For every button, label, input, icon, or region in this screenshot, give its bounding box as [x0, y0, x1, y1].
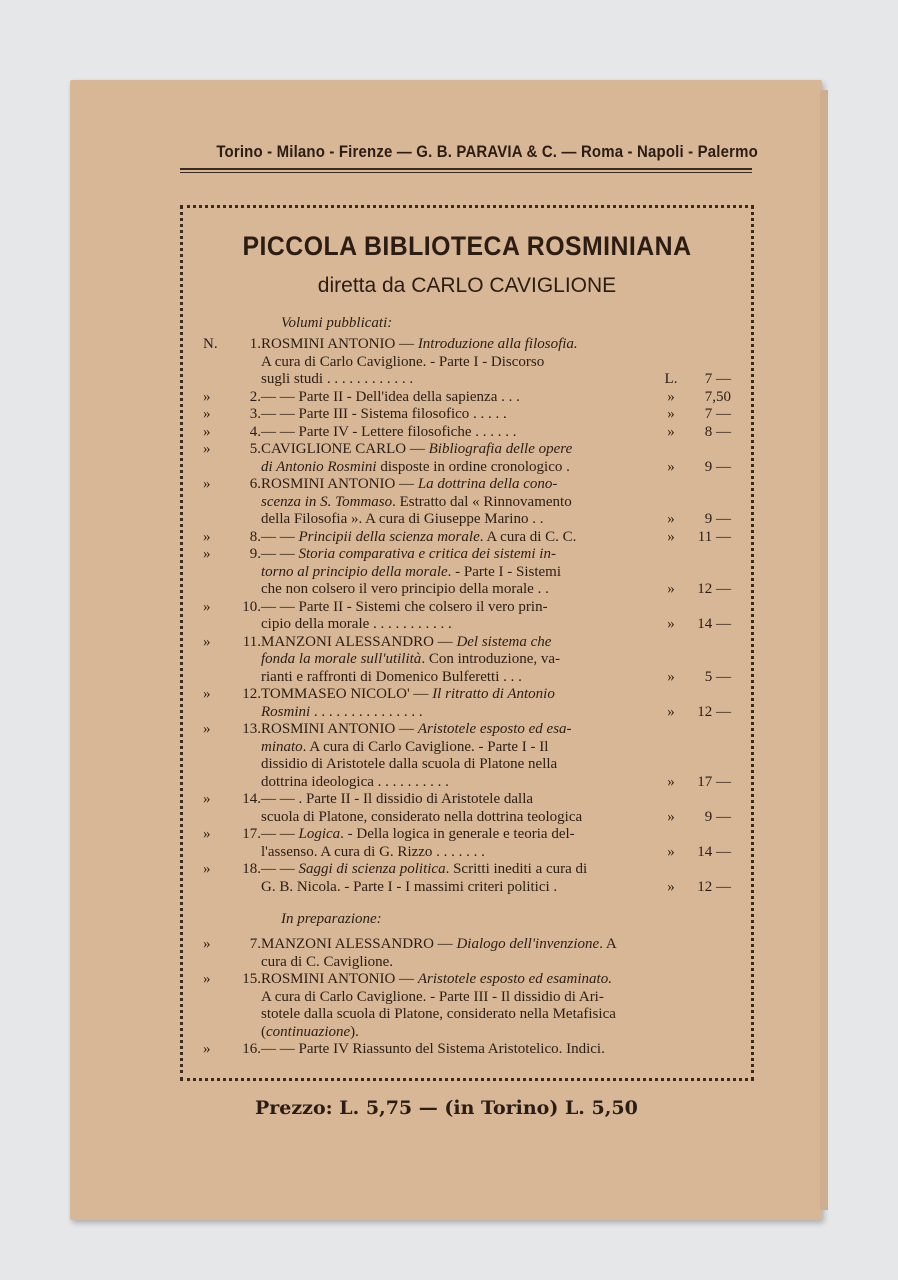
entry-text — [261, 936, 659, 954]
list-row — [193, 954, 743, 972]
entry-number: 14. — [242, 791, 261, 807]
text-segment: di Antonio Rosmini — [261, 458, 377, 475]
text-segment: . A cura di C. C. — [479, 528, 577, 545]
text-segment: ROSMINI ANTONIO — — [261, 476, 418, 492]
entry-currency: » — [667, 773, 675, 790]
entry-text — [261, 669, 659, 687]
text-segment: dissidio di Aristotele dalla scuola di Platone nella — [261, 756, 558, 772]
list-row — [193, 774, 743, 792]
text-segment: — — Parte III - Sistema filosofico . . . . . — [261, 406, 507, 422]
list-row — [193, 669, 743, 687]
text-segment: disposte in ordine cronologico . — [376, 458, 570, 475]
entry-marker: » — [203, 598, 211, 615]
text-segment: . . . . . . . . . . . . . . . — [310, 703, 423, 720]
entry-text — [261, 989, 659, 1007]
text-segment: Introduzione alla filosofia. — [417, 336, 578, 352]
text-segment: — — — [261, 861, 299, 877]
entry-marker: N. — [203, 336, 218, 352]
text-segment: fonda la morale sull'utilità — [261, 651, 422, 667]
entry-price: 17 — — [697, 773, 731, 790]
text-segment: Aristotele esposto ed esa- — [417, 721, 572, 737]
list-row — [193, 809, 743, 827]
text-segment: — — — [261, 546, 299, 562]
list-row — [193, 389, 743, 407]
dotted-frame — [180, 205, 754, 1081]
list-row — [193, 459, 743, 477]
text-segment: ( — [261, 1023, 266, 1040]
list-row — [193, 756, 743, 774]
entry-text — [261, 424, 659, 442]
entry-text — [261, 809, 659, 827]
list-row — [193, 616, 743, 634]
text-segment: cipio della morale . . . . . . . . . . . — [261, 616, 452, 632]
text-segment: — — — [261, 826, 299, 842]
entry-number: 1. — [249, 336, 261, 352]
text-segment: ). — [350, 1023, 359, 1040]
entry-text — [261, 756, 659, 774]
entry-text — [261, 476, 659, 494]
entry-currency: » — [667, 878, 675, 895]
list-row — [193, 739, 743, 757]
text-segment: . - Parte I - Sistemi — [447, 563, 561, 580]
entry-currency: » — [667, 458, 675, 475]
list-row — [193, 704, 743, 722]
entry-marker: » — [203, 1041, 211, 1057]
text-segment: Dialogo dell'invenzione — [456, 936, 600, 952]
published-label: Volumi pubblicati: — [281, 315, 393, 331]
text-segment: — — Parte II - Sistemi che colsero il vero prin- — [261, 598, 548, 615]
entry-number: 6. — [249, 476, 261, 492]
entry-currency: » — [667, 581, 675, 597]
preparation-label: In preparazione: — [281, 911, 382, 927]
text-segment: Logica — [298, 826, 341, 842]
entry-marker: » — [203, 423, 211, 440]
entry-currency: » — [667, 511, 675, 527]
list-row — [193, 826, 743, 844]
list-row — [193, 989, 743, 1007]
entry-text — [261, 389, 659, 407]
list-row — [193, 371, 743, 389]
entry-text — [261, 581, 659, 599]
entry-price: 8 — — [704, 423, 731, 440]
entry-text — [261, 336, 659, 354]
list-row — [193, 971, 743, 989]
entry-text — [261, 791, 659, 809]
entry-price: 12 — — [697, 878, 731, 895]
text-segment: CAVIGLIONE CARLO — — [261, 441, 429, 457]
entry-currency: » — [667, 808, 675, 825]
entry-text — [261, 861, 659, 879]
entry-text — [261, 459, 659, 477]
entry-number: 9. — [249, 546, 261, 562]
text-segment: Del sistema che — [456, 633, 552, 650]
entry-marker: » — [203, 441, 211, 457]
entry-number: 3. — [249, 406, 261, 422]
text-segment: TOMMASEO NICOLO' — — [261, 686, 433, 702]
text-segment: Bibliografia delle opere — [428, 441, 573, 457]
book-back-cover — [70, 80, 822, 1220]
published-list — [193, 336, 743, 896]
list-row — [193, 494, 743, 512]
list-row — [193, 844, 743, 862]
text-segment: stotele dalla scuola di Platone, considerato nella Metafisica — [261, 1006, 616, 1022]
entry-marker: » — [203, 388, 211, 405]
entry-price: 5 — — [704, 668, 731, 685]
list-row — [193, 424, 743, 442]
text-segment: della Filosofia ». A cura di Giuseppe Marino . . — [261, 511, 544, 527]
entry-number: 11. — [242, 633, 261, 650]
entry-currency: » — [667, 616, 675, 632]
entry-price: 14 — — [697, 616, 731, 632]
list-row — [193, 651, 743, 669]
text-segment: . Estratto dal « Rinnovamento — [392, 493, 572, 510]
entry-currency: » — [667, 843, 675, 860]
list-row — [193, 511, 743, 529]
entry-currency: » — [667, 388, 675, 405]
entry-price: 7,50 — [704, 388, 731, 405]
text-segment: cura di C. Caviglione. — [261, 953, 394, 970]
entry-marker: » — [203, 546, 211, 562]
entry-marker: » — [203, 791, 211, 807]
entry-number: 10. — [242, 598, 261, 615]
entry-text — [261, 971, 659, 989]
entry-currency: » — [667, 668, 675, 685]
entry-text — [261, 651, 659, 669]
entry-price: 12 — — [697, 581, 731, 597]
list-row — [193, 936, 743, 954]
entry-text — [261, 406, 659, 424]
text-segment: sugli studi . . . . . . . . . . . . — [261, 371, 414, 387]
text-segment: l'assenso. A cura di G. Rizzo . . . . . . . — [261, 843, 485, 860]
text-segment: Aristotele esposto ed esaminato. — [417, 971, 612, 987]
entry-price: 12 — — [697, 703, 731, 720]
text-segment: Rosmini — [261, 703, 311, 720]
text-segment: ROSMINI ANTONIO — — [261, 721, 418, 737]
text-segment: MANZONI ALESSANDRO — — [261, 633, 457, 650]
list-row — [193, 441, 743, 459]
price-line: Prezzo: L. 5,75 — (in Torino) L. 5,50 — [255, 1097, 638, 1119]
list-row — [193, 861, 743, 879]
list-row — [193, 634, 743, 652]
entry-number: 18. — [242, 861, 261, 877]
entry-text — [261, 774, 659, 792]
entry-text — [261, 1006, 659, 1024]
entry-marker: » — [203, 936, 211, 952]
entry-text — [261, 721, 659, 739]
text-segment: torno al principio della morale — [261, 563, 448, 580]
list-row — [193, 476, 743, 494]
entry-text — [261, 371, 659, 389]
list-row — [193, 581, 743, 599]
text-segment: scuola di Platone, considerato nella dottrina teologica — [261, 808, 583, 825]
entry-currency: » — [667, 703, 675, 720]
entry-text — [261, 564, 659, 582]
text-segment: Storia comparativa e critica dei sistemi in- — [298, 546, 556, 562]
list-row — [193, 721, 743, 739]
text-segment: . - Della logica in generale e teoria del- — [340, 826, 575, 842]
text-segment: . Scritti inediti a cura di — [445, 861, 588, 877]
text-segment: Principii della scienza morale — [298, 528, 480, 545]
entry-marker: » — [203, 826, 211, 842]
entry-text — [261, 879, 659, 897]
entry-marker: » — [203, 406, 211, 422]
entry-text — [261, 844, 659, 862]
entry-price: 9 — — [704, 511, 731, 527]
text-segment: MANZONI ALESSANDRO — — [261, 936, 457, 952]
text-segment: — — — [261, 528, 299, 545]
list-row — [193, 546, 743, 564]
entry-currency: » — [667, 423, 675, 440]
entry-text — [261, 1024, 659, 1042]
entry-number: 2. — [249, 388, 261, 405]
preparation-list — [193, 936, 743, 1059]
text-segment: ROSMINI ANTONIO — — [261, 971, 418, 987]
text-segment: scenza in S. Tommaso — [261, 493, 393, 510]
text-segment: . Con introduzione, va- — [421, 651, 561, 667]
entry-number: 17. — [242, 826, 261, 842]
entry-number: 4. — [249, 423, 261, 440]
list-row — [193, 336, 743, 354]
list-row — [193, 564, 743, 582]
entry-marker: » — [203, 686, 211, 702]
entry-currency: » — [667, 528, 675, 545]
entry-number: 16. — [242, 1041, 261, 1057]
entry-price: 9 — — [704, 458, 731, 475]
entry-marker: » — [203, 721, 211, 737]
entry-text — [261, 634, 659, 652]
text-segment: La dottrina della cono- — [417, 476, 558, 492]
entry-number: 15. — [242, 971, 261, 987]
text-segment: — — Parte IV Riassunto del Sistema Aristotelico. Indici. — [261, 1041, 605, 1057]
series-editor: diretta da CARLO CAVIGLIONE — [317, 274, 617, 297]
text-segment: che non colsero il vero principio della morale . . — [261, 581, 549, 597]
publisher-header: Torino - Milano - Firenze — G. B. PARAVIA & C. — Roma - Napoli - Palermo — [216, 142, 758, 161]
entry-text — [261, 1041, 659, 1059]
entry-number: 8. — [249, 528, 261, 545]
entry-text — [261, 739, 659, 757]
text-segment: A cura di Carlo Caviglione. - Parte III - Il dissidio di Ari- — [261, 988, 604, 1005]
entry-price: 7 — — [704, 371, 731, 387]
text-segment: rianti e raffronti di Domenico Bulferetti . . . — [261, 668, 522, 685]
text-segment: — — Parte II - Dell'idea della sapienza . . . — [261, 388, 520, 405]
list-row — [193, 1041, 743, 1059]
text-segment: — — Parte IV - Lettere filosofiche . . . . . . — [261, 423, 517, 440]
header-rule — [180, 172, 752, 173]
entry-price: 7 — — [704, 406, 731, 422]
entry-text — [261, 529, 659, 547]
entry-marker: » — [203, 633, 211, 650]
entry-text — [261, 616, 659, 634]
entry-currency: » — [667, 406, 675, 422]
entry-marker: » — [203, 971, 211, 987]
entry-marker: » — [203, 476, 211, 492]
entry-text — [261, 686, 659, 704]
entry-number: 5. — [249, 441, 261, 457]
list-row — [193, 599, 743, 617]
text-segment: . A — [599, 936, 617, 952]
series-title: PICCOLA BIBLIOTECA ROSMINIANA — [242, 231, 692, 261]
entry-currency: L. — [664, 371, 678, 387]
text-segment: minato — [261, 738, 303, 755]
text-segment: ROSMINI ANTONIO — — [261, 336, 418, 352]
entry-text — [261, 494, 659, 512]
entry-number: 7. — [249, 936, 261, 952]
text-segment: continuazione — [266, 1023, 351, 1040]
entry-text — [261, 704, 659, 722]
text-segment: G. B. Nicola. - Parte I - I massimi criteri politici . — [261, 878, 558, 895]
list-row — [193, 1006, 743, 1024]
text-segment: Il ritratto di Antonio — [432, 686, 555, 702]
list-row — [193, 406, 743, 424]
text-segment: . A cura di Carlo Caviglione. - Parte I - Il — [302, 738, 549, 755]
entry-number: 13. — [242, 721, 261, 737]
entry-number: 12. — [242, 686, 261, 702]
entry-price: 11 — — [697, 528, 731, 545]
list-row — [193, 354, 743, 372]
entry-text — [261, 954, 659, 972]
text-segment: dottrina ideologica . . . . . . . . . . — [261, 773, 449, 790]
text-segment: Saggi di scienza politica — [298, 861, 446, 877]
entry-text — [261, 354, 659, 372]
entry-marker: » — [203, 861, 211, 877]
header-rule — [180, 168, 752, 170]
entry-text — [261, 441, 659, 459]
text-segment: — — . Parte II - Il dissidio di Aristotele dalla — [261, 791, 534, 807]
text-segment: A cura di Carlo Caviglione. - Parte I - Discorso — [261, 353, 545, 370]
entry-text — [261, 546, 659, 564]
entry-marker: » — [203, 528, 211, 545]
entry-text — [261, 599, 659, 617]
entry-text — [261, 826, 659, 844]
list-row — [193, 791, 743, 809]
entry-price: 14 — — [697, 843, 731, 860]
list-row — [193, 686, 743, 704]
entry-price: 9 — — [704, 808, 731, 825]
list-row — [193, 879, 743, 897]
list-row — [193, 529, 743, 547]
list-row — [193, 1024, 743, 1042]
entry-text — [261, 511, 659, 529]
